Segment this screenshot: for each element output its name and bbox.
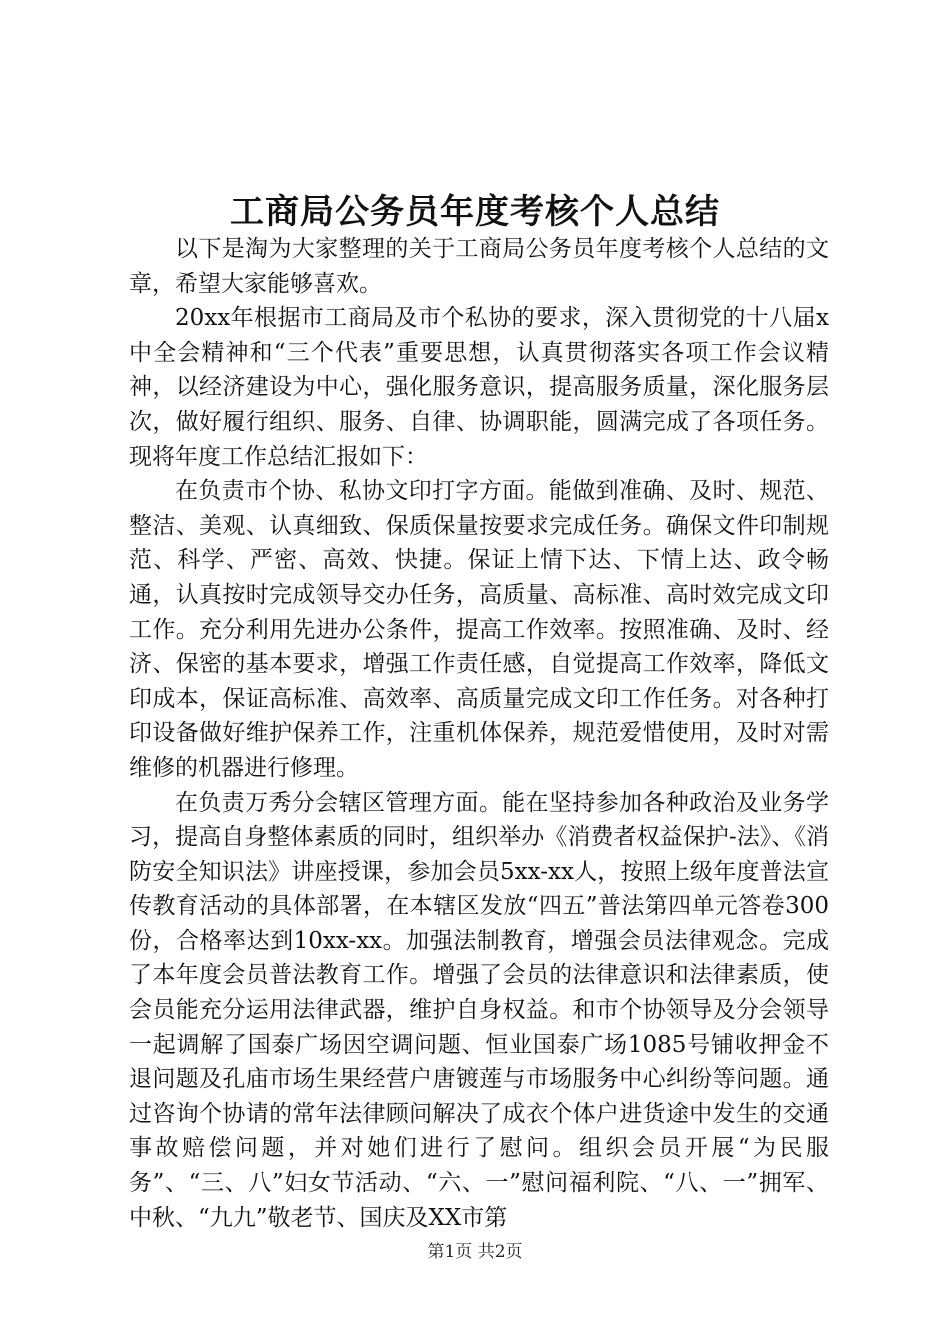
paragraph-overview: 20xx年根据市工商局及市个私协的要求，深入贯彻党的十八届x中全会精神和“三个代表”重要思想，认真贯彻落实各项工作会议精神，以经济建设为中心，强化服务意识，提高服务质量，深化服务层次，做好履行组织、服务、自律、协调职能，圆满完成了各项任务。现将年度工作总结汇报如下： <box>129 305 829 470</box>
paragraph-intro: 以下是淘为大家整理的关于工商局公务员年度考核个人总结的文章，希望大家能够喜欢。 <box>129 236 829 297</box>
paragraph-printing-work: 在负责市个协、私协文印打字方面。能做到准确、及时、规范、整洁、美观、认真细致、保质保量按要求完成任务。确保文件印制规范、科学、严密、高效、快捷。保证上情下达、下情上达、政令畅通，认真按时完成领导交办任务，高质量、高标准、高时效完成文印工作。充分利用先进办公条件，提高工作效率。按照准确、及时、经济、保密的基本要求，增强工作责任感，自觉提高工作效率，降低文印成本，保证高标准、高效率、高质量完成文印工作任务。对各种打印设备做好维护保养工作，注重机体保养，规范爱惜使用，及时对需维修的机器进行修理。 <box>129 478 829 781</box>
document-body <box>129 232 829 1235</box>
document-title: 工商局公务员年度考核个人总结 <box>230 192 720 232</box>
paragraph-district-management: 在负责万秀分会辖区管理方面。能在坚持参加各种政治及业务学习，提高自身整体素质的同时，组织举办《消费者权益保护-法》、《消防安全知识法》讲座授课，参加会员5xx-xx人，按照上级年度普法宣传教育活动的具体部署，在本辖区发放“四五”普法第四单元答卷300份，合格率达到10xx-xx。加强法制教育，增强会员法律观念。完成了本年度会员普法教育工作。增强了会员的法律意识和法律素质，使会员能充分运用法律武器，维护自身权益。和市个协领导及分会领导一起调解了国泰广场因空调问题、恒业国泰广场1085号铺收押金不退问题及孔庙市场生果经营户唐镀莲与市场服务中心纠纷等问题。通过咨询个协请的常年法律顾问解决了成衣个体户进货途中发生的交通事故赔偿问题，并对她们进行了慰问。组织会员开展“为民服务”、“三、八”妇女节活动、“六、一”慰问福利院、“八、一”拥军、中秋、“九九”敬老节、国庆及XX市第 <box>129 789 829 1231</box>
page-number-footer: 第1页 共2页 <box>427 1242 523 1262</box>
